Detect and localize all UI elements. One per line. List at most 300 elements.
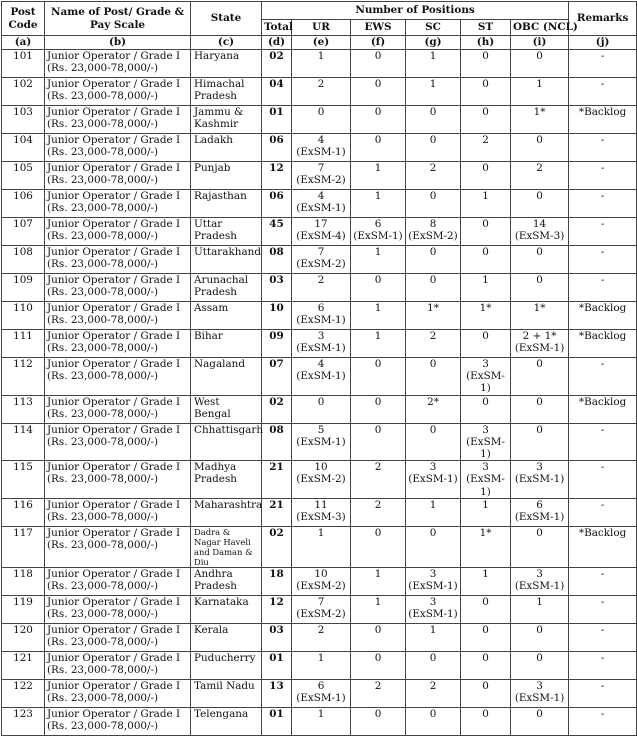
- ur-cell: [292, 190, 351, 218]
- ews-cell: [351, 218, 406, 246]
- ews-cell: [351, 526, 406, 567]
- pay-scale: (Rs. 23,000-78,000/-): [47, 90, 159, 103]
- sc-value: 0: [429, 106, 437, 118]
- sc-value: 2*: [427, 395, 439, 408]
- ur-cell: [292, 461, 351, 499]
- ur-cell: [292, 526, 351, 567]
- state-cell: Uttarakhand: [191, 246, 262, 274]
- st-cell: [461, 302, 511, 330]
- ur-cell: [292, 567, 351, 595]
- ews-cell: [351, 623, 406, 651]
- header-st: ST: [461, 20, 511, 36]
- st-value: 0: [482, 50, 489, 62]
- remarks-cell: -: [569, 567, 637, 595]
- pay-scale: (Rs. 23,000-78,000/-): [47, 62, 159, 75]
- state-cell: Puducherry: [191, 651, 262, 679]
- sc-exsm: (ExSM-1): [408, 580, 458, 593]
- sc-value: 8: [429, 218, 437, 230]
- post-name-cell: [45, 595, 191, 623]
- total-cell: 01: [262, 106, 292, 134]
- ur-value: 1: [317, 50, 325, 62]
- table-row: [2, 302, 637, 330]
- ur-value: 4: [317, 134, 325, 146]
- st-cell: [461, 423, 511, 461]
- remarks-cell: -: [569, 595, 637, 623]
- st-value: 0: [482, 395, 489, 408]
- state-cell: Arunachal Pradesh: [191, 274, 262, 302]
- state-cell: Himachal Pradesh: [191, 78, 262, 106]
- obc-value: 1: [536, 595, 543, 608]
- ur-value: 7: [317, 595, 325, 608]
- obc-value: 0: [536, 134, 543, 146]
- ews-cell: [351, 651, 406, 679]
- ur-value: 0: [317, 395, 325, 408]
- table-header: [2, 2, 637, 50]
- post-code-cell: 112: [2, 358, 45, 396]
- obc-value: 0: [536, 246, 543, 258]
- state-cell: Nagaland: [191, 358, 262, 396]
- obc-cell: [511, 330, 569, 358]
- ur-exsm: (ExSM-1): [296, 314, 346, 327]
- ur-value: 10: [314, 461, 328, 474]
- post-code-cell: 104: [2, 134, 45, 162]
- ur-cell: [292, 423, 351, 461]
- ur-value: 6: [317, 302, 325, 314]
- obc-value: 6: [536, 498, 543, 511]
- post-code-cell: 101: [2, 50, 45, 78]
- ur-value: 5: [317, 423, 325, 436]
- obc-cell: [511, 246, 569, 274]
- obc-cell: [511, 162, 569, 190]
- total-cell: 12: [262, 595, 292, 623]
- ur-exsm: (ExSM-1): [296, 435, 346, 448]
- obc-cell: [511, 358, 569, 396]
- post-name-cell: [45, 134, 191, 162]
- pay-scale: (Rs. 23,000-78,000/-): [47, 258, 159, 271]
- obc-cell: [511, 190, 569, 218]
- post-name-cell: [45, 651, 191, 679]
- post-code-cell: 119: [2, 595, 45, 623]
- ur-cell: [292, 106, 351, 134]
- total-cell: 02: [262, 526, 292, 567]
- table-row: [2, 330, 637, 358]
- post-grade: Junior Operator / Grade I: [47, 526, 181, 539]
- post-grade: Junior Operator / Grade I: [47, 78, 181, 90]
- post-grade: Junior Operator / Grade I: [47, 358, 181, 370]
- ews-value: 2: [374, 461, 382, 474]
- sc-cell: [406, 595, 461, 623]
- pay-scale: (Rs. 23,000-78,000/-): [47, 692, 159, 705]
- ews-value: 0: [374, 106, 382, 118]
- post-grade: Junior Operator / Grade I: [47, 679, 181, 692]
- state-cell: Dadra & Nagar Haveli and Daman & Diu: [191, 526, 262, 567]
- remarks-cell: *Backlog: [569, 106, 637, 134]
- ur-cell: [292, 302, 351, 330]
- pay-scale: (Rs. 23,000-78,000/-): [47, 314, 159, 327]
- state-cell: West Bengal: [191, 395, 262, 423]
- ews-value: 0: [374, 526, 382, 539]
- pay-scale: (Rs. 23,000-78,000/-): [47, 608, 159, 621]
- sc-value: 0: [429, 526, 437, 539]
- obc-value: 3: [536, 679, 543, 692]
- sc-cell: [406, 567, 461, 595]
- remarks-cell: -: [569, 78, 637, 106]
- ews-value: 0: [374, 707, 382, 720]
- sc-cell: [406, 50, 461, 78]
- post-name-cell: [45, 707, 191, 735]
- obc-cell: [511, 679, 569, 707]
- pay-scale: (Rs. 23,000-78,000/-): [47, 342, 159, 355]
- post-name-cell: [45, 302, 191, 330]
- header-sc: SC: [406, 20, 461, 36]
- obc-value: 2 + 1*: [522, 330, 557, 342]
- post-name-cell: [45, 567, 191, 595]
- pay-scale: (Rs. 23,000-78,000/-): [47, 720, 159, 733]
- post-name-cell: [45, 50, 191, 78]
- state-cell: Andhra Pradesh: [191, 567, 262, 595]
- sc-cell: [406, 358, 461, 396]
- ur-cell: [292, 498, 351, 526]
- obc-exsm: (ExSM-3): [514, 230, 565, 243]
- ur-cell: [292, 50, 351, 78]
- ur-value: 7: [317, 246, 325, 258]
- ur-cell: [292, 623, 351, 651]
- table-row: [2, 679, 637, 707]
- post-grade: Junior Operator / Grade I: [47, 106, 181, 118]
- obc-exsm: (ExSM-1): [514, 580, 565, 593]
- st-value: 3: [482, 461, 489, 474]
- ews-cell: [351, 595, 406, 623]
- ur-cell: [292, 395, 351, 423]
- post-code-cell: 111: [2, 330, 45, 358]
- st-value: 2: [482, 134, 489, 146]
- total-cell: 03: [262, 623, 292, 651]
- post-code-cell: 114: [2, 423, 45, 461]
- sc-cell: [406, 134, 461, 162]
- ews-cell: [351, 78, 406, 106]
- st-cell: [461, 679, 511, 707]
- total-cell: 07: [262, 358, 292, 396]
- ews-cell: [351, 134, 406, 162]
- post-name-cell: [45, 246, 191, 274]
- post-grade: Junior Operator / Grade I: [47, 302, 181, 314]
- st-value: 0: [482, 218, 489, 230]
- ur-cell: [292, 134, 351, 162]
- state-cell: Ladakh: [191, 134, 262, 162]
- sc-value: 2: [429, 162, 437, 174]
- post-grade: Junior Operator / Grade I: [47, 395, 181, 408]
- post-name-cell: [45, 162, 191, 190]
- ur-value: 0: [317, 106, 325, 118]
- ur-exsm: (ExSM-2): [296, 174, 346, 187]
- ur-cell: [292, 595, 351, 623]
- remarks-cell: -: [569, 246, 637, 274]
- total-cell: 13: [262, 679, 292, 707]
- post-code-cell: 109: [2, 274, 45, 302]
- sc-cell: [406, 78, 461, 106]
- ur-value: 2: [317, 78, 325, 90]
- state-cell: Bihar: [191, 330, 262, 358]
- ur-cell: [292, 358, 351, 396]
- remarks-cell: -: [569, 358, 637, 396]
- obc-cell: [511, 302, 569, 330]
- ews-value: 0: [374, 134, 382, 146]
- ews-exsm: (ExSM-1): [353, 230, 403, 243]
- post-grade: Junior Operator / Grade I: [47, 498, 181, 511]
- ews-value: 0: [374, 395, 382, 408]
- column-letter: (a): [2, 36, 45, 50]
- total-cell: 21: [262, 498, 292, 526]
- st-value: 3: [482, 358, 489, 370]
- ur-cell: [292, 679, 351, 707]
- ews-value: 0: [374, 623, 382, 636]
- pay-scale: (Rs. 23,000-78,000/-): [47, 174, 159, 187]
- obc-cell: [511, 526, 569, 567]
- st-cell: [461, 274, 511, 302]
- st-cell: [461, 707, 511, 735]
- post-grade: Junior Operator / Grade I: [47, 274, 181, 286]
- total-cell: 06: [262, 134, 292, 162]
- state-cell: Karnataka: [191, 595, 262, 623]
- sc-cell: [406, 218, 461, 246]
- column-letter-row: [2, 36, 637, 50]
- st-cell: [461, 78, 511, 106]
- column-letter: (d): [262, 36, 292, 50]
- post-code-cell: 117: [2, 526, 45, 567]
- st-value: 1*: [479, 302, 492, 314]
- ur-exsm: (ExSM-1): [296, 342, 346, 355]
- post-name-cell: [45, 526, 191, 567]
- ur-cell: [292, 78, 351, 106]
- pay-scale: (Rs. 23,000-78,000/-): [47, 407, 159, 420]
- remarks-cell: -: [569, 134, 637, 162]
- column-letter: (j): [569, 36, 637, 50]
- post-code-cell: 105: [2, 162, 45, 190]
- sc-cell: [406, 526, 461, 567]
- st-cell: [461, 190, 511, 218]
- st-cell: [461, 106, 511, 134]
- pay-scale: (Rs. 23,000-78,000/-): [47, 286, 159, 299]
- ews-value: 0: [374, 651, 382, 664]
- sc-value: 1: [429, 623, 437, 636]
- obc-value: 0: [536, 526, 543, 539]
- header-ews: EWS: [351, 20, 406, 36]
- sc-value: 3: [429, 461, 437, 474]
- st-cell: [461, 498, 511, 526]
- total-cell: 08: [262, 246, 292, 274]
- post-code-cell: 113: [2, 395, 45, 423]
- st-exsm: (ExSM-1): [466, 473, 505, 498]
- obc-exsm: (ExSM-1): [514, 692, 565, 705]
- st-value: 0: [482, 651, 489, 664]
- header-remarks: Remarks: [569, 2, 637, 36]
- post-grade: Junior Operator / Grade I: [47, 423, 181, 436]
- header-name-of-post: Name of Post/ Grade & Pay Scale: [45, 2, 191, 36]
- total-cell: 18: [262, 567, 292, 595]
- post-code-cell: 120: [2, 623, 45, 651]
- table-row: [2, 461, 637, 499]
- state-cell: Punjab: [191, 162, 262, 190]
- obc-exsm: (ExSM-1): [514, 473, 565, 486]
- post-grade: Junior Operator / Grade I: [47, 567, 181, 580]
- ews-value: 1: [374, 595, 382, 608]
- ews-value: 1: [374, 330, 382, 342]
- sc-cell: [406, 162, 461, 190]
- ur-value: 7: [317, 162, 325, 174]
- remarks-cell: *Backlog: [569, 330, 637, 358]
- ews-value: 1: [374, 162, 382, 174]
- state-cell: Jammu & Kashmir: [191, 106, 262, 134]
- sc-value: 0: [429, 190, 437, 202]
- post-name-cell: [45, 498, 191, 526]
- ur-value: 11: [314, 498, 328, 511]
- header-obc: OBC (NCL): [511, 20, 569, 36]
- table-row: [2, 526, 637, 567]
- table-row: [2, 246, 637, 274]
- obc-value: 0: [536, 50, 543, 62]
- ur-value: 4: [317, 190, 325, 202]
- st-cell: [461, 330, 511, 358]
- total-cell: 02: [262, 395, 292, 423]
- table-row: [2, 134, 637, 162]
- post-name-cell: [45, 106, 191, 134]
- sc-cell: [406, 395, 461, 423]
- post-code-cell: 118: [2, 567, 45, 595]
- sc-value: 3: [429, 567, 437, 580]
- obc-value: 0: [536, 623, 543, 636]
- st-value: 0: [482, 707, 489, 720]
- table-row: [2, 162, 637, 190]
- pay-scale: (Rs. 23,000-78,000/-): [47, 230, 159, 243]
- total-cell: 01: [262, 651, 292, 679]
- pay-scale: (Rs. 23,000-78,000/-): [47, 511, 159, 524]
- ur-exsm: (ExSM-4): [296, 230, 346, 243]
- post-code-cell: 106: [2, 190, 45, 218]
- header-number-of-positions: Number of Positions: [262, 2, 569, 20]
- st-cell: [461, 50, 511, 78]
- remarks-cell: -: [569, 423, 637, 461]
- pay-scale: (Rs. 23,000-78,000/-): [47, 146, 159, 159]
- header-ur: UR: [292, 20, 351, 36]
- post-code-cell: 116: [2, 498, 45, 526]
- vacancy-table: [1, 1, 637, 736]
- total-cell: 02: [262, 50, 292, 78]
- state-cell: Telengana: [191, 707, 262, 735]
- table-row: [2, 651, 637, 679]
- st-value: 0: [482, 679, 489, 692]
- sc-value: 1: [429, 50, 437, 62]
- ews-value: 0: [374, 274, 382, 286]
- post-code-cell: 121: [2, 651, 45, 679]
- st-value: 1: [482, 567, 489, 580]
- st-value: 3: [482, 423, 489, 436]
- post-name-cell: [45, 190, 191, 218]
- ews-value: 0: [374, 78, 382, 90]
- obc-value: 0: [536, 707, 543, 720]
- sc-cell: [406, 461, 461, 499]
- column-letter: (h): [461, 36, 511, 50]
- post-name-cell: [45, 623, 191, 651]
- header-total: Total: [262, 20, 292, 36]
- column-letter: (e): [292, 36, 351, 50]
- ur-cell: [292, 218, 351, 246]
- sc-exsm: (ExSM-1): [408, 608, 458, 621]
- state-cell: Tamil Nadu: [191, 679, 262, 707]
- remarks-cell: -: [569, 651, 637, 679]
- obc-exsm: (ExSM-1): [514, 511, 565, 524]
- sc-cell: [406, 707, 461, 735]
- ur-cell: [292, 651, 351, 679]
- st-value: 1: [482, 190, 489, 202]
- ur-exsm: (ExSM-1): [296, 370, 346, 383]
- total-cell: 06: [262, 190, 292, 218]
- obc-cell: [511, 707, 569, 735]
- sc-value: 0: [429, 358, 437, 370]
- remarks-cell: -: [569, 707, 637, 735]
- ews-value: 2: [374, 498, 382, 511]
- pay-scale: (Rs. 23,000-78,000/-): [47, 435, 159, 448]
- ews-cell: [351, 679, 406, 707]
- ews-cell: [351, 461, 406, 499]
- obc-value: 14: [532, 218, 547, 230]
- st-value: 0: [482, 162, 489, 174]
- ews-cell: [351, 358, 406, 396]
- ews-cell: [351, 395, 406, 423]
- post-name-cell: [45, 461, 191, 499]
- state-cell: Maharashtra: [191, 498, 262, 526]
- column-letter: (g): [406, 36, 461, 50]
- ews-cell: [351, 50, 406, 78]
- column-letter: (i): [511, 36, 569, 50]
- ur-exsm: (ExSM-3): [296, 511, 346, 524]
- ur-value: 1: [317, 707, 325, 720]
- pay-scale: (Rs. 23,000-78,000/-): [47, 202, 159, 215]
- sc-value: 3: [429, 595, 437, 608]
- sc-value: 0: [429, 423, 437, 436]
- obc-cell: [511, 651, 569, 679]
- ews-value: 1: [374, 567, 382, 580]
- ur-cell: [292, 274, 351, 302]
- ews-cell: [351, 567, 406, 595]
- table-row: [2, 567, 637, 595]
- ur-cell: [292, 162, 351, 190]
- remarks-cell: *Backlog: [569, 302, 637, 330]
- sc-value: 1*: [427, 302, 439, 314]
- sc-value: 0: [429, 274, 437, 286]
- sc-value: 0: [429, 134, 437, 146]
- table-body: [2, 50, 637, 736]
- table-row: [2, 358, 637, 396]
- pay-scale: (Rs. 23,000-78,000/-): [47, 664, 159, 677]
- header-state: State: [191, 2, 262, 36]
- post-code-cell: 103: [2, 106, 45, 134]
- total-cell: 09: [262, 330, 292, 358]
- pay-scale: (Rs. 23,000-78,000/-): [47, 473, 159, 486]
- table-row: [2, 78, 637, 106]
- sc-value: 0: [429, 246, 437, 258]
- state-cell: Uttar Pradesh: [191, 218, 262, 246]
- st-value: 1*: [479, 526, 492, 539]
- ews-cell: [351, 302, 406, 330]
- ur-value: 2: [317, 623, 325, 636]
- post-grade: Junior Operator / Grade I: [47, 330, 181, 342]
- obc-value: 1*: [533, 302, 546, 314]
- ur-value: 1: [317, 651, 325, 664]
- sc-cell: [406, 190, 461, 218]
- sc-cell: [406, 246, 461, 274]
- total-cell: 21: [262, 461, 292, 499]
- obc-cell: [511, 423, 569, 461]
